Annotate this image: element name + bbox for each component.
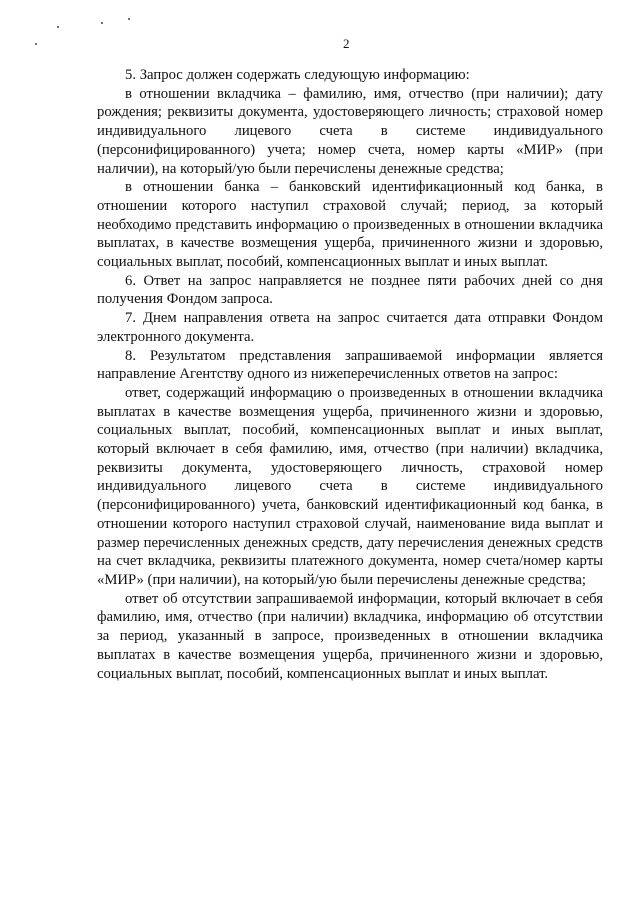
paragraph-8: 8. Результатом представления запрашиваемой информации является направление Агентству одного из нижеперечисленных ответов на запрос: [97, 347, 603, 383]
paragraph-5: 5. Запрос должен содержать следующую информацию: [125, 67, 470, 83]
page-number: 2 [343, 36, 350, 51]
paragraph-depositor-info: в отношении вкладчика – фамилию, имя, отчество (при наличии); дату рождения; реквизиты документа, удостоверяющего личность; страховой номер индивидуального лицевого счета в системе индивидуального (персонифицированного) учета; номер счета, номер карты «МИР» (при наличии), на который/ую были перечислены денежные средства; [97, 85, 603, 177]
paragraph-7: 7. Днем направления ответа на запрос считается дата отправки Фондом электронного документа. [97, 310, 603, 345]
paragraph-response-no-info: ответ об отсутствии запрашиваемой информации, который включает в себя фамилию, имя, отчество (при наличии) вкладчика, информацию об отсутствии за период, указанный в запросе, произведенных в отношении вкладчика выплатах в качестве возмещения ущерба, причиненного жизни и здоровью, социальных выплат, пособий, компенсационных выплат и иных выплат. [97, 590, 603, 682]
paragraph-6: 6. Ответ на запрос направляется не позднее пяти рабочих дней со дня получения Фондом запроса. [97, 272, 603, 308]
scan-speck [101, 22, 103, 24]
scan-speck [57, 26, 59, 28]
document-body [97, 66, 603, 683]
scan-speck [128, 18, 130, 20]
paragraph-response-with-info: ответ, содержащий информацию о произведенных в отношении вкладчика выплатах в качестве возмещения ущерба, причиненного жизни и здоровью, социальных выплат, пособий, компенсационных выплат и иных выплат, который включает в себя фамилию, имя, отчество (при наличии) вкладчика, реквизиты документа, удостоверяющего личность, страховой номер индивидуального лицевого счета в системе индивидуального (персонифицированного) учета, банковский идентификационный код банка, в отношении которого наступил страховой случай, наименование вида выплат и размер перечисленных денежных средств, дату перечисления денежных средств на счет вкладчика, реквизиты платежного документа, номер счета/номер карты «МИР» (при наличии), на который/ую были перечислены денежные средства; [97, 384, 603, 588]
paragraph-bank-info: в отношении банка – банковский идентификационный код банка, в отношении которого наступил страховой случай; период, за который необходимо представить информацию о произведенных в отношении вкладчика выплатах, в качестве возмещения ущерба, причиненного жизни и здоровью, социальных выплат, пособий, компенсационных выплат и иных выплат. [97, 179, 603, 271]
scan-speck [35, 43, 37, 45]
